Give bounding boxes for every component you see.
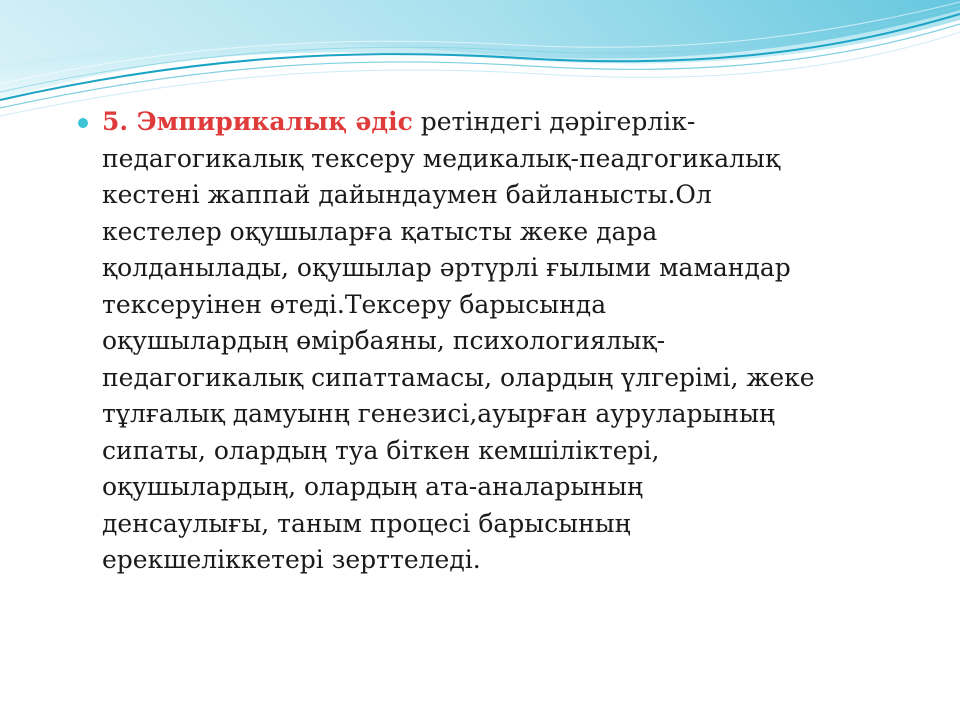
bullet-text: [102, 104, 898, 579]
text-line-3: кестені жаппай дайындаумен байланысты.Ол: [102, 180, 712, 209]
slide-content: [78, 104, 898, 579]
text-line-10: сипаты, олардың туа біткен кемшіліктері,: [102, 435, 660, 465]
text-line-9: тұлғалық дамуынң генезисі,ауырған ауруларының: [102, 399, 775, 428]
highlight-text: 5. Эмпирикалық әдіс: [102, 107, 413, 136]
text-line-12: денсаулығы, таным процесі барысының: [102, 508, 631, 538]
text-line-13: ерекшеліккетері зерттеледі.: [102, 545, 481, 574]
text-line-11: оқушылардың, олардың ата-аналарының: [102, 472, 643, 501]
text-line-2: педагогикалық тексеру медикалық-пеадгогикалық: [102, 143, 781, 173]
text-line-1: [102, 104, 898, 141]
text-line-6: тексеруінен өтеді.Тексеру барысында: [102, 289, 607, 319]
text-line-4: кестелер оқушыларға қатысты жеке дара: [102, 216, 658, 246]
text-line-8: педагогикалық сипаттамасы, олардың үлгерімі, жеке: [102, 362, 815, 392]
bullet-item: [78, 104, 898, 579]
text-line-7: оқушылардың өмірбаяны, психологиялық-: [102, 326, 666, 355]
bullet-dot-icon: [78, 118, 88, 128]
text-line-1-rest: ретіндегі дәрігерлік-: [412, 107, 696, 136]
text-line-5: қолданылады, оқушылар әртүрлі ғылыми мамандар: [102, 253, 791, 282]
